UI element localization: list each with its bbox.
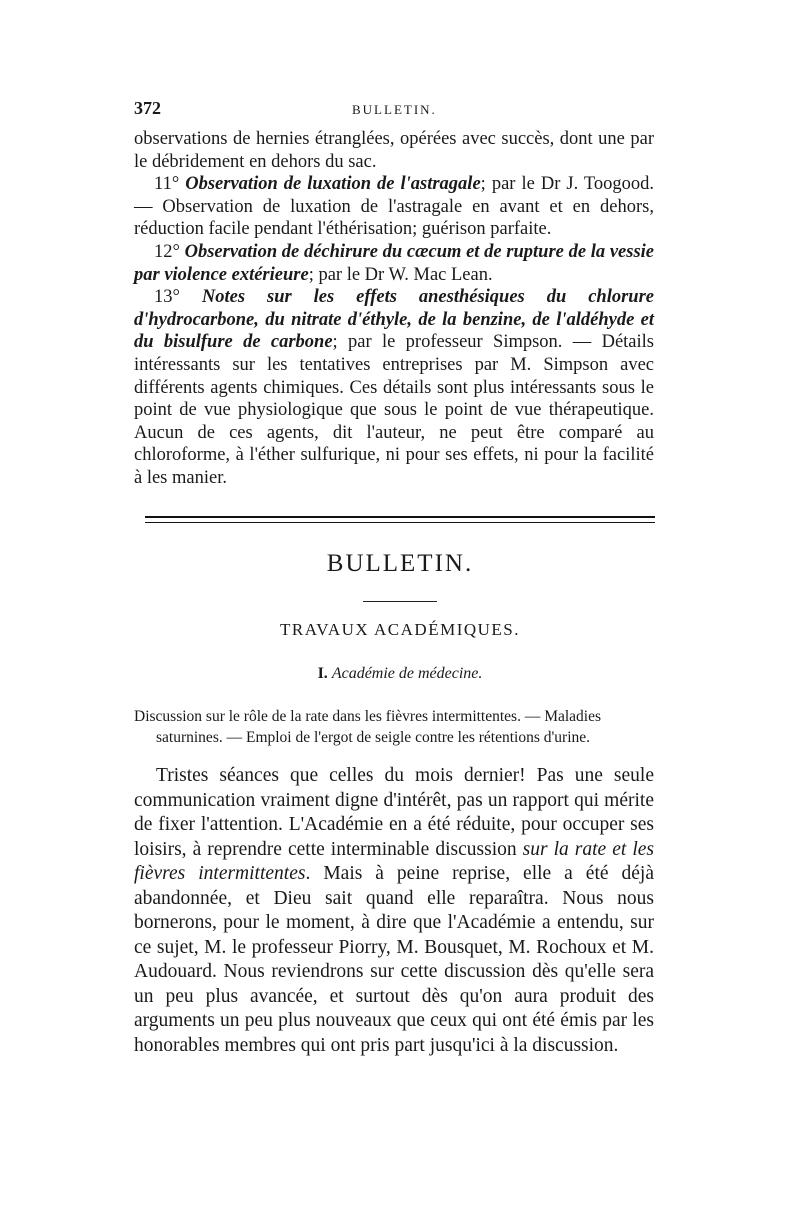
section-subtitle: TRAVAUX ACADÉMIQUES.: [279, 620, 520, 639]
item-13-number: 13°: [154, 287, 180, 308]
main-text-part-2: . Mais à peine reprise, elle a été déjà abandonnée, et Dieu sait quand elle reparaîtra. Nous nous bornerons, pour le moment, à dire que l'Académie a entendu, sur ce sujet, M. le professeur Piorry, M. Bousquet, M. Rochoux et M. Audouard. Nous reviendrons sur cette discussion dès qu'elle sera un peu plus avancée, et surtout dès qu'on aura produit des arguments un peu plus nouveaux que ceux qui ont été émis par les honorables membres qui ont pris part jusqu'ici à la discussion.: [134, 863, 654, 1056]
main-text-italic: sur la rate et les fièvres intermittentes: [134, 838, 654, 884]
item-12-number: 12°: [154, 241, 180, 262]
running-title: BULLETIN.: [352, 102, 437, 117]
item-13-title: Notes sur les effets anesthésiques du chlorure d'hydrocarbone, du nitrate d'éthyle, de la benzine, de l'aldéhyde et du bisulfure de carbone: [134, 287, 655, 353]
item-13-text: ; par le professeur Simpson. — Détails intéressants sur les tentatives entreprises par M. Simpson avec différents agents chimiques. Ces détails sont plus intéressants sous le point de vue physiologique que sous le point de vue thérapeutique. Aucun de ces agents, dit l'auteur, ne peut être comparé au chloroforme, à l'éther sulfurique, ni pour ses effets, ni pour la facilité à les manier.: [134, 332, 654, 488]
subsection-name: Académie de médecine.: [331, 665, 483, 682]
item-12-text: ; par le Dr W. Mac Lean.: [308, 264, 493, 285]
summary-line-1: Discussion sur le rôle de la rate dans les fièvres intermittentes. — Maladies: [134, 708, 602, 725]
subsection-number: I.: [317, 665, 328, 682]
page-number: 372: [134, 98, 161, 118]
continuation-paragraph: observations de hernies étranglées, opérées avec succès, dont une par le débridement en dehors du sac.: [134, 129, 654, 172]
section-divider: [145, 516, 655, 523]
main-text-part-1: Tristes séances que celles du mois dernier! Pas une seule communication vraiment digne d'intérêt, pas un rapport qui mérite de fixer l'attention. L'Académie en a été réduite, pour occuper ses loisirs, à reprendre cette interminable discussion: [134, 765, 654, 860]
section-title: BULLETIN.: [326, 550, 474, 577]
item-12-title: Observation de déchirure du cæcum et de rupture de la vessie par violence extérieure: [134, 241, 655, 285]
main-paragraph: [134, 764, 654, 1058]
item-13-paragraph: [134, 286, 654, 489]
item-12-paragraph: [134, 241, 654, 286]
item-11-paragraph: [134, 173, 654, 241]
running-header: [134, 98, 654, 122]
summary-line-2: saturnines. — Emploi de l'ergot de seigle contre les rétentions d'urine.: [156, 729, 591, 746]
item-11-text: ; par le Dr J. Toogood. — Observation de luxation de l'astragale en avant et en dehors, réduction facile pendant l'éthérisation; guérison parfaite.: [134, 174, 655, 240]
item-11-number: 11°: [154, 174, 180, 195]
summary-block: [134, 706, 654, 748]
upper-text-block: [134, 128, 654, 490]
subsection-heading: [0, 665, 800, 683]
title-underline: [363, 601, 437, 602]
main-paragraph-block: [134, 764, 654, 1058]
item-11-title: Observation de luxation de l'astragale: [185, 174, 481, 195]
